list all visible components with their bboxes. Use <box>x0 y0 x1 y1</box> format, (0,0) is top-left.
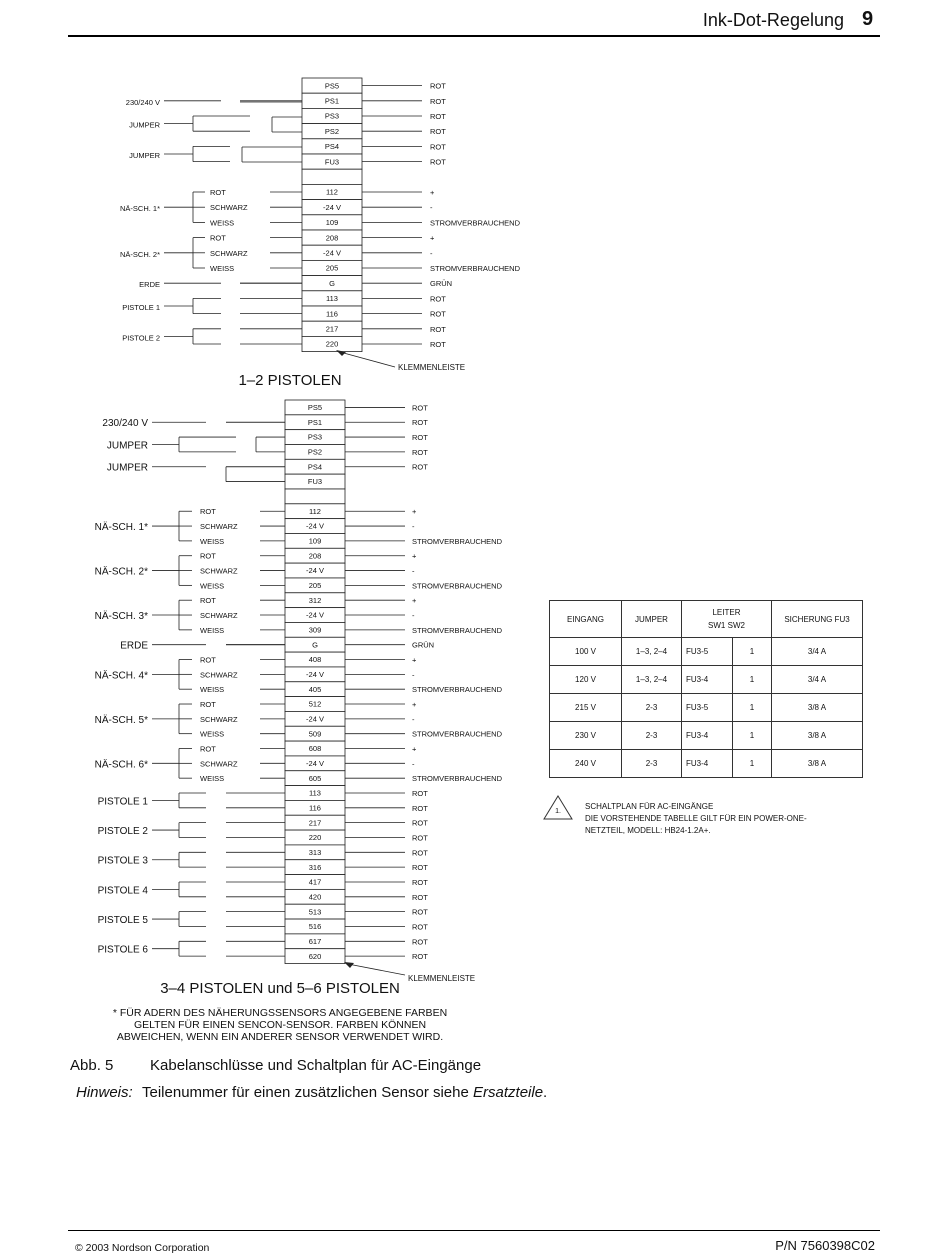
wire-color-label: ROT <box>430 340 446 349</box>
cell-eingang: 215 V <box>550 694 622 722</box>
terminal-label: G <box>329 278 335 288</box>
group-label: PISTOLE 4 <box>97 885 148 897</box>
cell-sw2: 1 <box>733 694 772 722</box>
sensor-wire-label: WEISS <box>200 625 225 635</box>
wire-color-label: - <box>412 522 415 532</box>
terminal-label: 220 <box>325 339 339 349</box>
cell-sw2: 1 <box>733 638 772 666</box>
wire-color-label: ROT <box>430 112 446 121</box>
terminal-label: PS4 <box>307 462 323 472</box>
cell-fuse: 3/8 A <box>772 750 863 778</box>
hint-text <box>142 1084 547 1101</box>
group-label: PISTOLE 1 <box>97 796 148 808</box>
terminal-label: 312 <box>308 595 322 605</box>
wire-color-label: ROT <box>430 324 446 334</box>
klemmenleiste-pointer <box>348 964 405 975</box>
group-label: JUMPER <box>106 462 148 474</box>
group-label: NÄ-SCH. 3* <box>94 611 148 623</box>
wire-color-label: ROT <box>412 848 428 858</box>
cell-eingang: 100 V <box>550 638 622 666</box>
terminal-label: 516 <box>308 922 322 932</box>
cell-jumper: 2-3 <box>622 722 682 750</box>
group-label: ERDE <box>120 640 148 652</box>
terminal-label: 408 <box>308 655 322 665</box>
terminal-label: 112 <box>309 506 321 516</box>
wire-color-label: + <box>412 551 417 561</box>
group-label: NÄ-SCH. 5* <box>94 714 148 726</box>
wire-color-label: - <box>412 759 415 769</box>
terminal-label: 217 <box>325 324 339 334</box>
header-jumper: JUMPER <box>622 601 682 638</box>
cell-eingang: 230 V <box>550 722 622 750</box>
diagram-2-title: 3–4 PISTOLEN und 5–6 PISTOLEN <box>160 980 400 997</box>
terminal-label: PS1 <box>307 417 323 427</box>
table-header-row <box>550 601 863 638</box>
group-label: NÄ-SCH. 2* <box>119 249 160 259</box>
terminal-strip-label: KLEMMENLEISTE <box>408 974 476 983</box>
cell-eingang: 240 V <box>550 750 622 778</box>
wire-color-label: STROMVERBRAUCHEND <box>412 536 503 546</box>
cell-sw2: 1 <box>733 750 772 778</box>
terminal-label: PS2 <box>307 447 323 457</box>
terminal-label: 313 <box>308 847 322 857</box>
wire-color-label: ROT <box>430 127 446 137</box>
wire-color-label: ROT <box>430 142 446 152</box>
page-number: 9 <box>862 8 874 30</box>
table-row <box>550 722 863 750</box>
figure-caption: Kabelanschlüsse und Schaltplan für AC-Eingänge <box>150 1057 482 1074</box>
terminal-label: -24 V <box>306 566 324 576</box>
wire-color-label: - <box>412 566 415 576</box>
terminal-box <box>285 489 345 504</box>
wire-color-label: ROT <box>412 922 428 932</box>
wire-color-label: STROMVERBRAUCHEND <box>412 685 503 695</box>
terminal-label: -24 V <box>323 248 341 258</box>
sensor-wire-label: ROT <box>200 744 216 754</box>
wire-color-label: - <box>430 248 433 258</box>
terminal-label: FU3 <box>307 477 323 487</box>
sensor-wire-label: WEISS <box>200 581 225 591</box>
sensor-wire-label: WEISS <box>200 536 225 546</box>
wire-color-label: ROT <box>412 433 428 443</box>
terminal-label: 512 <box>308 699 322 709</box>
cell-sw1: FU3-5 <box>682 638 733 666</box>
wire-color-label: ROT <box>412 937 428 947</box>
cell-sw1: FU3-4 <box>682 750 733 778</box>
terminal-label: 417 <box>308 877 322 887</box>
terminal-label: 509 <box>308 729 322 739</box>
sensor-wire-label: SCHWARZ <box>200 670 238 680</box>
wire-color-label: ROT <box>430 157 446 167</box>
group-label: PISTOLE 1 <box>122 303 160 312</box>
wire-color-label: + <box>412 507 417 517</box>
wire-color-label: ROT <box>430 81 446 91</box>
wire-color-label: + <box>412 700 417 710</box>
header-leiter <box>682 601 772 638</box>
sensor-note: * FÜR ADERN DES NÄHERUNGSSENSORS ANGEGEBENE FARBEN GELTEN FÜR EINEN SENCON-SENSOR. FARBEN KÖNNEN ABWEICHEN, WENN EIN ANDERER SENSOR VERWENDET WIRD. <box>112 1007 448 1043</box>
terminal-label: -24 V <box>306 714 324 724</box>
diagram-1-title: 1–2 PISTOLEN <box>238 372 342 389</box>
wire-color-label: ROT <box>430 294 446 304</box>
header-fuse: SICHERUNG FU3 <box>772 601 863 638</box>
cell-jumper: 1–3, 2–4 <box>622 638 682 666</box>
group-label: 230/240 V <box>102 418 148 430</box>
header-leiter-label: LEITER <box>712 608 741 617</box>
terminal-label: 405 <box>308 684 322 694</box>
table-row <box>550 750 863 778</box>
group-label: PISTOLE 2 <box>97 826 148 838</box>
cell-jumper: 1–3, 2–4 <box>622 666 682 694</box>
terminal-label: 113 <box>326 294 338 304</box>
terminal-label: 109 <box>325 218 339 228</box>
table-row <box>550 694 863 722</box>
wire-color-label: ROT <box>412 892 428 902</box>
sensor-wire-label: ROT <box>200 596 216 606</box>
group-label: NÄ-SCH. 1* <box>94 522 148 534</box>
hint-end: . <box>543 1084 548 1101</box>
cell-fuse: 3/8 A <box>772 722 863 750</box>
wire-color-label: STROMVERBRAUCHEND <box>430 264 521 273</box>
cell-fuse: 3/8 A <box>772 694 863 722</box>
group-label: 230/240 V <box>125 97 160 107</box>
terminal-label: 608 <box>308 744 322 754</box>
terminal-label: PS3 <box>324 111 340 121</box>
cell-fuse: 3/4 A <box>772 666 863 694</box>
group-label: PISTOLE 5 <box>97 915 148 927</box>
warning-triangle-icon <box>543 795 573 821</box>
footer-part-number: P/N 7560398C02 <box>775 1238 875 1253</box>
terminal-label: PS2 <box>324 126 340 136</box>
terminal-label: 605 <box>308 773 322 783</box>
sensor-wire-label: ROT <box>200 551 216 561</box>
wire-color-label: ROT <box>412 833 428 843</box>
wire-color-label: ROT <box>412 803 428 813</box>
terminal-label: PS1 <box>324 96 340 106</box>
terminal-label: 116 <box>309 803 321 813</box>
hint-reference-link[interactable]: Ersatzteile <box>473 1084 544 1101</box>
wire-color-label: ROT <box>412 877 428 887</box>
wire-color-label: - <box>412 611 415 621</box>
terminal-label: 112 <box>326 187 338 197</box>
sensor-wire-label: ROT <box>200 700 216 710</box>
terminal-label: 208 <box>308 551 322 561</box>
group-label: PISTOLE 2 <box>122 333 160 343</box>
header-eingang: EINGANG <box>550 601 622 638</box>
header-sw: SW1 SW2 <box>708 621 745 630</box>
cell-jumper: 2-3 <box>622 694 682 722</box>
terminal-label: 316 <box>308 862 322 872</box>
sensor-wire-label: SCHWARZ <box>200 566 238 576</box>
group-label: PISTOLE 3 <box>97 855 148 867</box>
terminal-label: FU3 <box>324 157 340 167</box>
wire-color-label: STROMVERBRAUCHEND <box>412 774 503 784</box>
note-block <box>585 801 807 837</box>
wire-color-label: + <box>430 233 435 243</box>
terminal-label: 309 <box>308 625 322 635</box>
wire-color-label: ROT <box>430 96 446 106</box>
group-label: NÄ-SCH. 2* <box>94 566 148 578</box>
cell-fuse: 3/4 A <box>772 638 863 666</box>
sensor-wire-label: SCHWARZ <box>200 759 238 769</box>
sensor-wire-label: WEISS <box>200 729 225 739</box>
terminal-label: -24 V <box>306 521 324 531</box>
wire-color-label: STROMVERBRAUCHEND <box>412 729 503 739</box>
terminal-label: 113 <box>309 788 321 798</box>
hint-body: Teilenummer für einen zusätzlichen Sensor siehe <box>142 1084 474 1101</box>
wire-color-label: - <box>412 670 415 680</box>
group-label: NÄ-SCH. 1* <box>119 204 160 214</box>
hint-label: Hinweis: <box>76 1084 133 1101</box>
group-label: JUMPER <box>129 151 160 160</box>
cell-sw1: FU3-4 <box>682 666 733 694</box>
terminal-label: -24 V <box>306 670 324 680</box>
sensor-wire-label: ROT <box>210 233 226 243</box>
ac-input-table <box>549 600 863 778</box>
group-label: NÄ-SCH. 6* <box>94 759 148 771</box>
cell-sw2: 1 <box>733 666 772 694</box>
sensor-wire-label: WEISS <box>210 218 235 228</box>
wire-color-label: STROMVERBRAUCHEND <box>430 218 521 228</box>
wire-color-label: ROT <box>412 863 428 873</box>
sensor-wire-label: WEISS <box>200 685 225 695</box>
wire-color-label: STROMVERBRAUCHEND <box>412 625 503 635</box>
cell-eingang: 120 V <box>550 666 622 694</box>
terminal-label: PS3 <box>307 432 323 442</box>
terminal-strip-label: KLEMMENLEISTE <box>398 363 466 372</box>
wire-color-label: + <box>430 188 435 197</box>
terminal-label: 116 <box>326 309 338 319</box>
sensor-wire-label: SCHWARZ <box>200 522 238 532</box>
terminal-label: 513 <box>308 907 322 917</box>
terminal-label: 420 <box>308 892 322 902</box>
figure-number: Abb. 5 <box>70 1057 114 1074</box>
terminal-label: 617 <box>308 936 322 946</box>
terminal-label: -24 V <box>323 202 341 212</box>
sensor-wire-label: SCHWARZ <box>210 203 248 213</box>
table-row <box>550 666 863 694</box>
terminal-label: PS5 <box>324 81 340 91</box>
sensor-wire-label: WEISS <box>210 264 235 273</box>
terminal-label: 208 <box>325 233 339 243</box>
group-label: NÄ-SCH. 4* <box>94 670 148 682</box>
terminal-label: 220 <box>308 833 322 843</box>
sensor-wire-label: ROT <box>200 507 216 517</box>
wire-color-label: ROT <box>412 418 428 428</box>
wire-color-label: ROT <box>412 907 428 917</box>
wire-color-label: + <box>412 655 417 665</box>
note-line-2: DIE VORSTEHENDE TABELLE GILT FÜR EIN POWER-ONE- <box>585 814 807 823</box>
sensor-wire-label: SCHWARZ <box>210 248 248 258</box>
terminal-box <box>302 169 362 184</box>
wire-color-label: + <box>412 744 417 754</box>
cell-sw1: FU3-4 <box>682 722 733 750</box>
wire-color-label: ROT <box>412 462 428 472</box>
terminal-label: 205 <box>325 263 339 273</box>
wire-color-label: ROT <box>412 447 428 457</box>
terminal-label: PS4 <box>324 142 340 152</box>
terminal-label: G <box>312 640 318 650</box>
klemmenleiste-pointer <box>340 352 395 367</box>
sensor-wire-label: SCHWARZ <box>200 611 238 621</box>
terminal-label: 205 <box>308 581 322 591</box>
footer-copyright: © 2003 Nordson Corporation <box>75 1242 210 1254</box>
group-label: PISTOLE 6 <box>97 944 148 956</box>
wire-color-label: ROT <box>430 309 446 319</box>
wire-color-label: ROT <box>412 952 428 962</box>
sensor-wire-label: SCHWARZ <box>200 714 238 724</box>
cell-jumper: 2-3 <box>622 750 682 778</box>
wire-color-label: GRÜN <box>412 640 435 650</box>
sensor-wire-label: ROT <box>200 655 216 665</box>
wire-color-label: ROT <box>412 818 428 828</box>
cell-sw2: 1 <box>733 722 772 750</box>
group-label: JUMPER <box>129 120 160 130</box>
cell-sw1: FU3-5 <box>682 694 733 722</box>
sensor-wire-label: ROT <box>210 188 226 197</box>
footer-rule <box>68 1230 880 1231</box>
table-row <box>550 638 863 666</box>
note-marker: 1. <box>555 808 561 815</box>
terminal-label: -24 V <box>306 610 324 620</box>
group-label: JUMPER <box>106 440 148 452</box>
wire-color-label: ROT <box>412 403 428 413</box>
wire-color-label: - <box>412 714 415 724</box>
wire-color-label: GRÜN <box>430 279 453 289</box>
sensor-wire-label: WEISS <box>200 774 225 784</box>
terminal-label: -24 V <box>306 759 324 769</box>
wire-color-label: + <box>412 596 417 606</box>
wire-color-label: - <box>430 203 433 213</box>
terminal-label: 109 <box>308 536 322 546</box>
note-line-3: NETZTEIL, MODELL: HB24-1.2A+. <box>585 826 711 835</box>
note-line-1: SCHALTPLAN FÜR AC-EINGÄNGE <box>585 802 714 811</box>
terminal-label: 620 <box>308 951 322 961</box>
group-label: ERDE <box>139 280 160 290</box>
wire-color-label: STROMVERBRAUCHEND <box>412 581 503 591</box>
terminal-label: PS5 <box>307 403 323 413</box>
terminal-label: 217 <box>308 818 322 828</box>
page-header-title: Ink-Dot-Regelung <box>702 10 844 30</box>
wire-color-label: ROT <box>412 788 428 798</box>
